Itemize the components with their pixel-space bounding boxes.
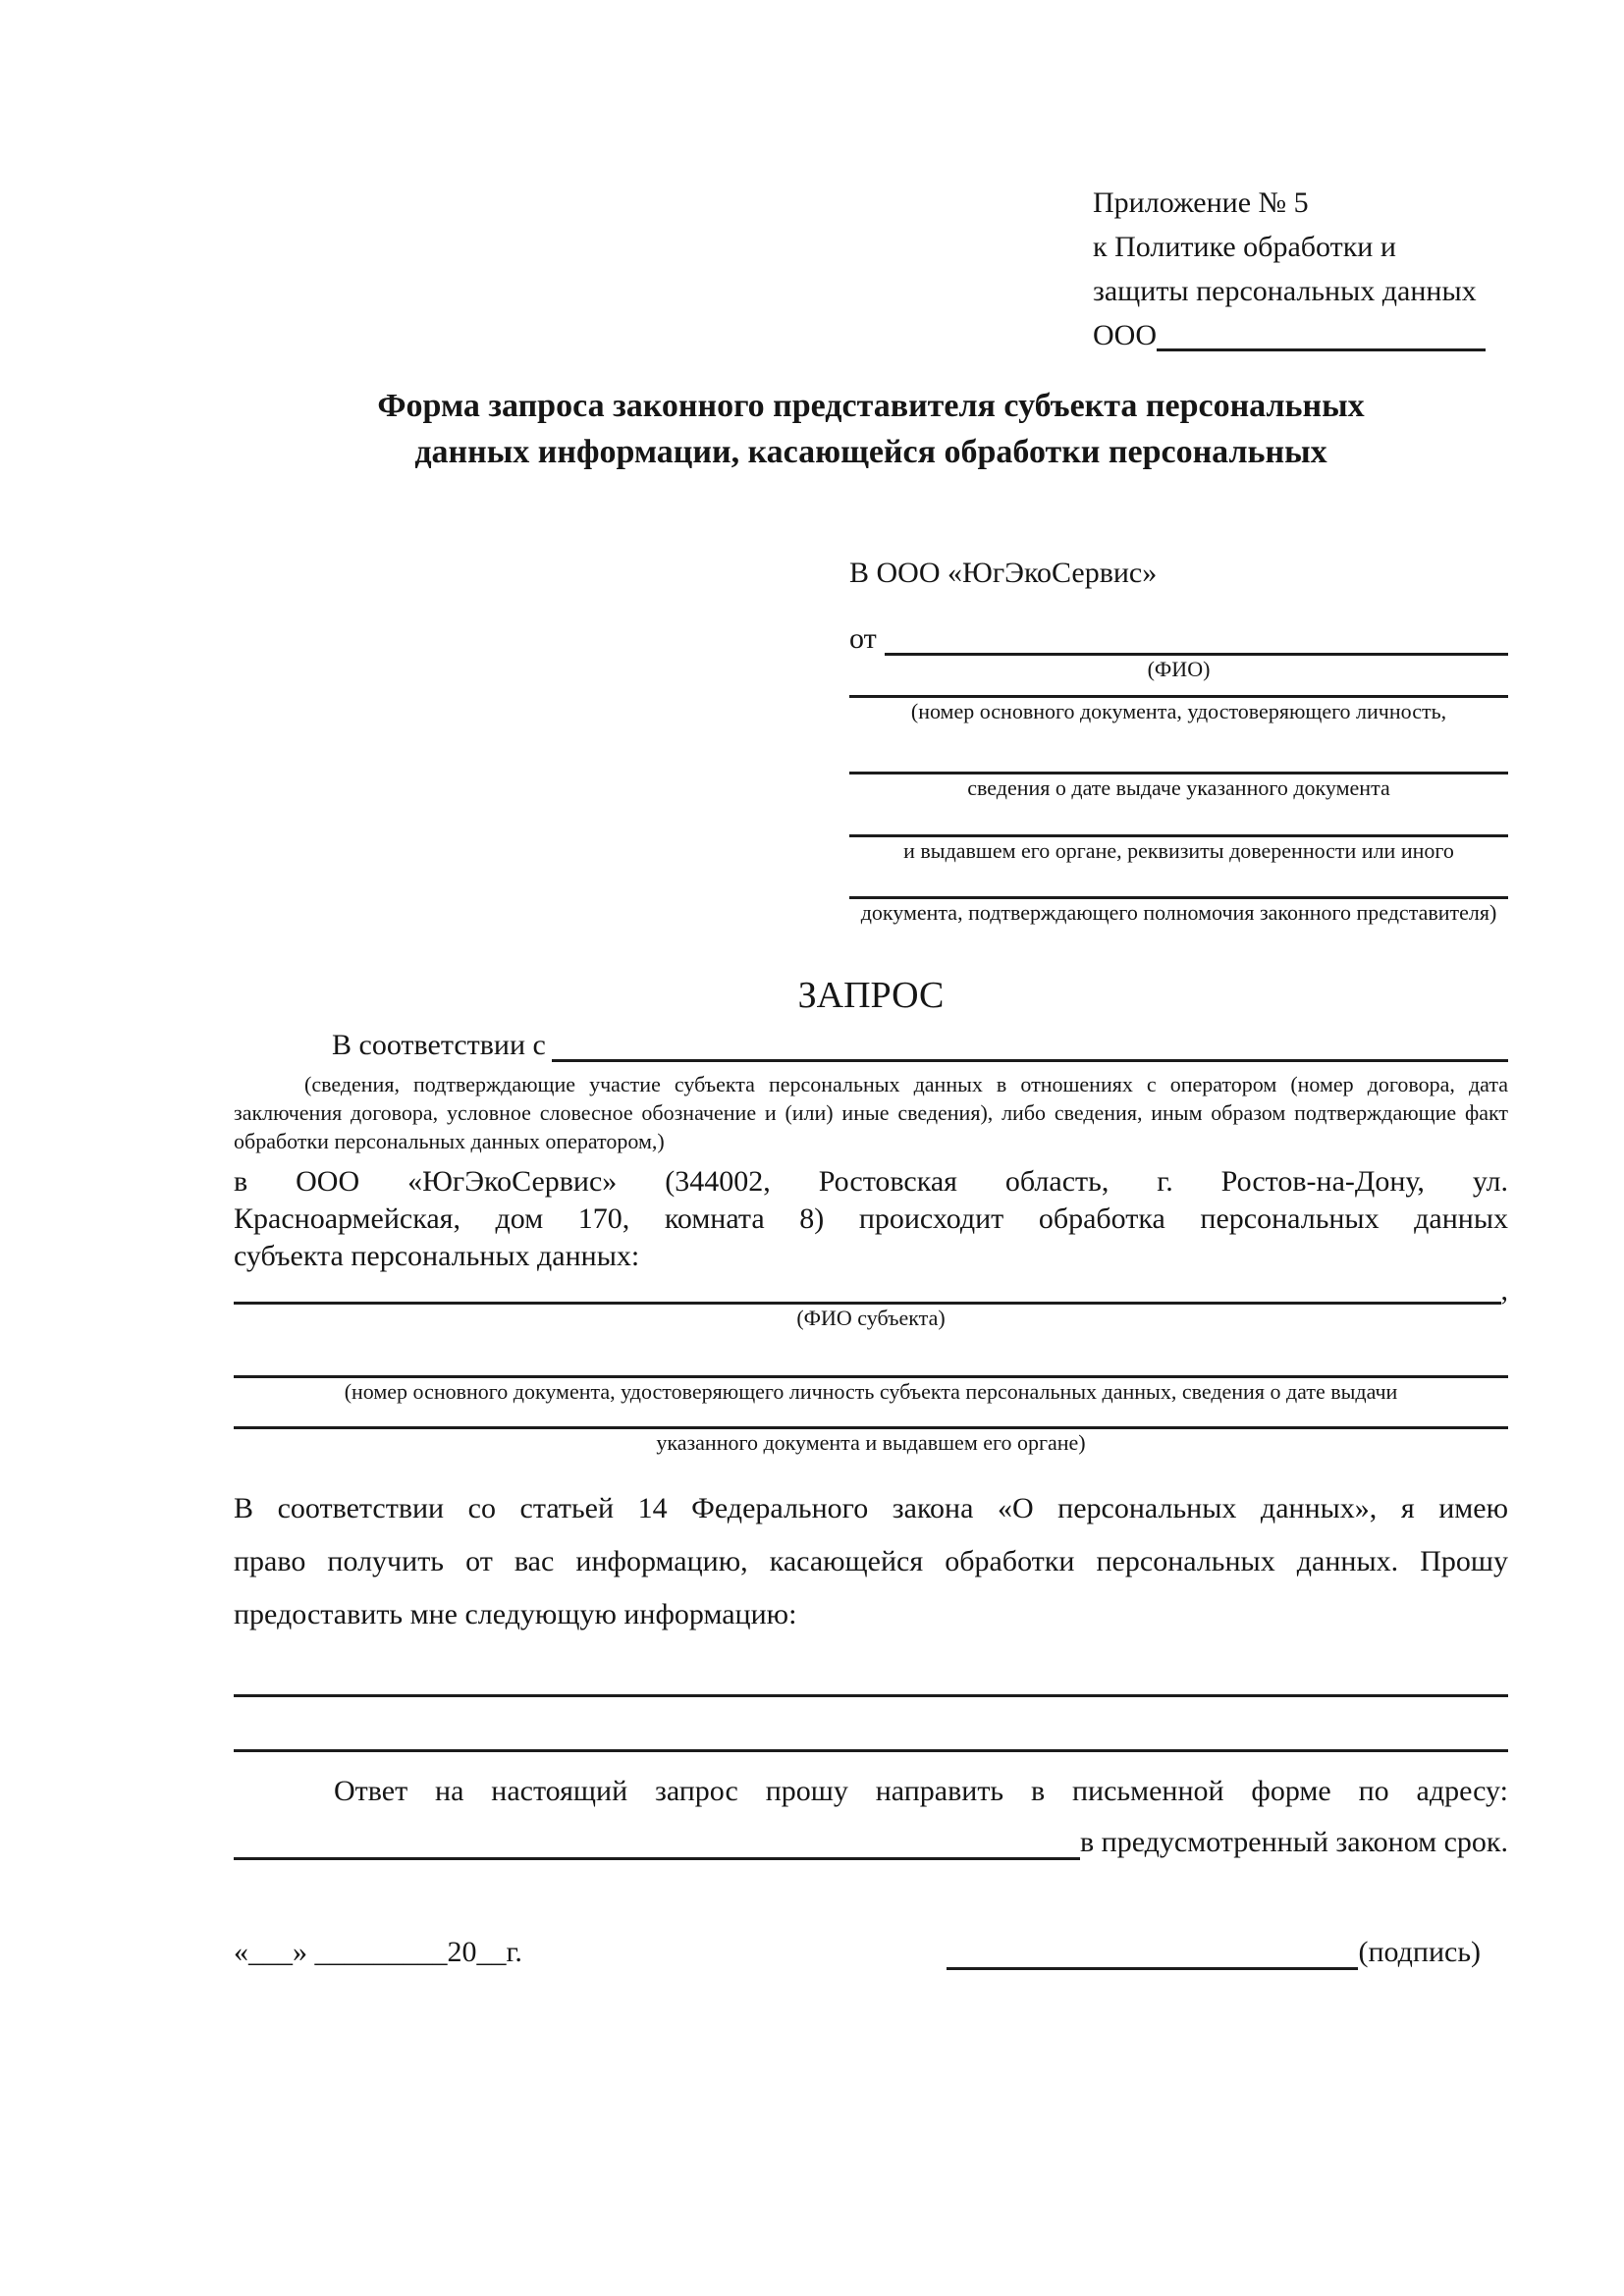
annex-block (1093, 181, 1486, 357)
representative-document-blank-line-1 (849, 683, 1508, 698)
addressee-from-row (849, 622, 1508, 656)
rights-paragraph-line-1: В соответствии со статьей 14 Федерального закона «О персональных данных», я имею (234, 1492, 1508, 1524)
document-title (234, 383, 1508, 475)
signature-blank-line (947, 1932, 1358, 1970)
company-name-blank-line (1157, 348, 1486, 351)
subject-document-caption-2: указанного документа и выдавшем его органе) (656, 1430, 1086, 1455)
from-label: от (849, 622, 877, 655)
subject-document-blank-line-2 (234, 1406, 1508, 1429)
relationship-basis-blank-line (552, 1059, 1508, 1062)
intro-label: В соответствии с (332, 1029, 546, 1061)
subject-document-caption-1: (номер основного документа, удостоверяющего личность субъекта персональных данных, сведения о дате выдачи (344, 1379, 1398, 1404)
annex-line-1: Приложение № 5 (1093, 187, 1309, 219)
rights-paragraph-line-2: право получить от вас информацию, касающейся обработки персональных данных. Прошу (234, 1545, 1508, 1577)
operator-paragraph-line-3: субъекта персональных данных: (234, 1240, 640, 1272)
addressee-block (849, 554, 1508, 927)
subject-line-comma: , (1500, 1274, 1508, 1307)
addressee-to: В ООО «ЮгЭкоСервис» (849, 557, 1158, 589)
annex-company-row (1093, 313, 1486, 357)
signature-caption: (подпись) (1358, 1936, 1481, 1968)
annex-line-3: защиты персональных данных (1093, 275, 1477, 307)
intro-note-line-1: (сведения, подтверждающие участие субъекта персональных данных в отношениях с оператором (номер договора, дата (304, 1072, 1508, 1096)
document-title-line1: Форма запроса законного представителя субъекта персональных (377, 388, 1365, 424)
request-intro-row (234, 1029, 1508, 1062)
representative-document-blank-line-4 (849, 865, 1508, 899)
representative-document-blank-line-3 (849, 802, 1508, 837)
subject-document-blank-line-1 (234, 1332, 1508, 1378)
request-heading: ЗАПРОС (797, 975, 945, 1016)
requested-info-blank-line-2 (234, 1697, 1508, 1752)
date-blank-line: «___» _________20__г. (234, 1936, 522, 1968)
operator-paragraph-line-2: Красноармейская, дом 170, комната 8) происходит обработка персональных данных (234, 1202, 1508, 1235)
document-content (234, 0, 1508, 1970)
operator-paragraph (234, 1163, 1508, 1275)
reply-suffix: в предусмотренный законом срок. (1080, 1826, 1508, 1858)
fio-caption: (ФИО) (1147, 657, 1211, 681)
representative-document-caption-3: и выдавшем его органе, реквизиты доверенности или иного (903, 838, 1454, 863)
representative-document-caption-2: сведения о дате выдаче указанного документа (967, 775, 1390, 800)
intro-note (234, 1070, 1508, 1155)
representative-document-caption-4: документа, подтверждающего полномочия законного представителя) (860, 900, 1497, 925)
intro-note-line-2: заключения договора, условное словесное обозначение и (или) иные сведения), либо сведения, иным образом подтверждающие факт (234, 1100, 1508, 1125)
company-label: ООО (1093, 319, 1157, 351)
subject-name-row (234, 1274, 1508, 1307)
requested-info-blank-line-1 (234, 1641, 1508, 1697)
reply-address-row (234, 1817, 1508, 1860)
representative-document-caption-1: (номер основного документа, удостоверяющего личность, (910, 699, 1447, 723)
document-title-line2: данных информации, касающейся обработки персональных (414, 434, 1327, 470)
annex-line-2: к Политике обработки и (1093, 231, 1396, 263)
reply-sentence: Ответ на настоящий запрос прошу направить в письменной форме по адресу: (334, 1775, 1508, 1807)
intro-note-line-3: обработки персональных данных оператором,) (234, 1129, 665, 1153)
reply-address-blank-line (234, 1857, 1080, 1860)
operator-paragraph-line-1: в ООО «ЮгЭкоСервис» (344002, Ростовская область, г. Ростов-на-Дону, ул. (234, 1165, 1508, 1198)
rights-paragraph-line-3: предоставить мне следующую информацию: (234, 1598, 797, 1630)
subject-fio-caption: (ФИО субъекта) (796, 1306, 946, 1330)
footer-row (234, 1935, 1508, 1970)
representative-document-blank-line-2 (849, 725, 1508, 774)
rights-paragraph (234, 1482, 1508, 1641)
